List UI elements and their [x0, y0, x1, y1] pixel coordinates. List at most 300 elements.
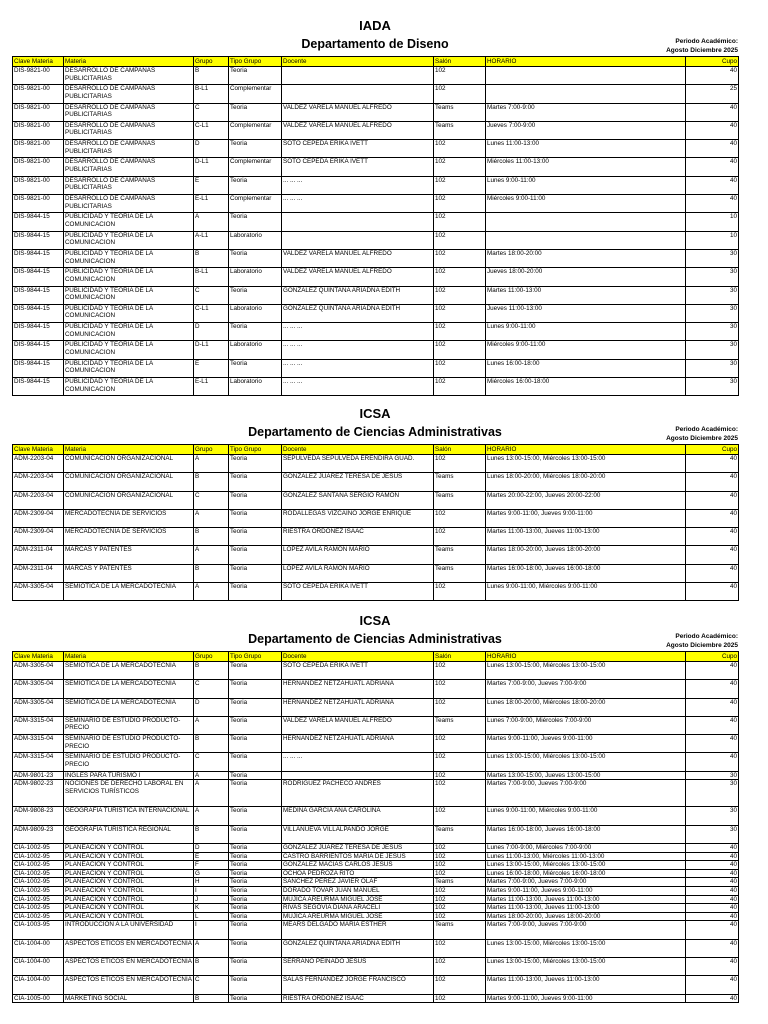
- cupo-cell: 40: [686, 852, 739, 861]
- docente-cell: LOPEZ AVILA RAMON MARIO: [282, 564, 434, 582]
- header-horario: HORARIO: [486, 57, 686, 67]
- cupo-cell: 40: [686, 473, 739, 491]
- horario-cell: Martes 7:00-9:00, Jueves 7:00-9:00: [486, 878, 686, 887]
- grupo-cell: A-L1: [194, 231, 229, 249]
- docente-cell: GONZALEZ QUINTANA ARIADNA EDITH: [282, 939, 434, 957]
- materia-cell: ASPECTOS ETICOS EN MERCADOTECNIA: [64, 957, 194, 975]
- docente-cell: HERNANDEZ NETZAHUATL ADRIANA: [282, 698, 434, 716]
- clave-cell: ADM-2309-04: [13, 528, 64, 546]
- table-row: [13, 753, 739, 771]
- salon-cell: 102: [434, 85, 486, 103]
- header-salon: Salón: [434, 652, 486, 662]
- department-title: Departamento de Ciencias Administrativas: [248, 632, 502, 646]
- tipo-cell: Teoria: [229, 921, 282, 939]
- salon-cell: 102: [434, 780, 486, 807]
- horario-cell: Lunes 7:00-9:00, Miércoles 7:00-9:00: [486, 716, 686, 734]
- materia-cell: PLANEACION Y CONTROL: [64, 852, 194, 861]
- clave-cell: ADM-3305-04: [13, 698, 64, 716]
- docente-cell: GONZALEZ SANTANA SERGIO RAMON: [282, 491, 434, 509]
- table-row: [13, 698, 739, 716]
- cupo-cell: 40: [686, 140, 739, 158]
- tipo-cell: Teoria: [229, 323, 282, 341]
- tipo-cell: Complementar: [229, 158, 282, 176]
- horario-cell: Martes 18:00-20:00: [486, 249, 686, 267]
- tipo-cell: Teoria: [229, 564, 282, 582]
- materia-cell: INGLES PARA TURISMO I: [64, 771, 194, 780]
- tipo-cell: Teoria: [229, 852, 282, 861]
- materia-cell: PUBLICIDAD Y TEORIA DE LA COMUNICACION: [64, 304, 194, 322]
- docente-cell: VALDEZ VARELA MANUEL ALFREDO: [282, 716, 434, 734]
- grupo-cell: J: [194, 895, 229, 904]
- clave-cell: DIS-9844-15: [13, 286, 64, 304]
- tipo-cell: Teoria: [229, 140, 282, 158]
- materia-cell: DESARROLLO DE CAMPAÑAS PUBLICITARIAS: [64, 195, 194, 213]
- salon-cell: 102: [434, 509, 486, 527]
- section-icsa-administrativas: [12, 406, 738, 601]
- salon-cell: 102: [434, 213, 486, 231]
- table-row: [13, 976, 739, 994]
- horario-cell: Martes 9:00-11:00, Jueves 9:00-11:00: [486, 886, 686, 895]
- tipo-cell: Laboratorio: [229, 268, 282, 286]
- tipo-cell: Teoria: [229, 825, 282, 843]
- tipo-cell: Teoria: [229, 735, 282, 753]
- cupo-cell: 40: [686, 921, 739, 939]
- table-row: [13, 939, 739, 957]
- clave-cell: DIS-9821-00: [13, 103, 64, 121]
- tipo-cell: Teoria: [229, 509, 282, 527]
- clave-cell: DIS-9821-00: [13, 85, 64, 103]
- materia-cell: PLANEACION Y CONTROL: [64, 869, 194, 878]
- table-row: [13, 528, 739, 546]
- section-header: [12, 18, 738, 56]
- tipo-cell: Teoria: [229, 286, 282, 304]
- materia-cell: PUBLICIDAD Y TEORIA DE LA COMUNICACION: [64, 231, 194, 249]
- tipo-cell: Teoria: [229, 491, 282, 509]
- clave-cell: CIA-1004-00: [13, 939, 64, 957]
- horario-cell: Lunes 13:00-15:00, Miércoles 13:00-15:00: [486, 662, 686, 680]
- cupo-cell: 40: [686, 753, 739, 771]
- horario-cell: Lunes 9:00-11:00: [486, 176, 686, 194]
- docente-cell: SOTO CEPEDA ERIKA IVETT: [282, 662, 434, 680]
- tipo-cell: Teoria: [229, 455, 282, 473]
- grupo-cell: A: [194, 546, 229, 564]
- docente-cell: HERNANDEZ NETZAHUATL ADRIANA: [282, 735, 434, 753]
- tipo-cell: Teoria: [229, 904, 282, 913]
- docente-cell: [282, 85, 434, 103]
- grupo-cell: C: [194, 976, 229, 994]
- horario-cell: Lunes 13:00-15:00, Miércoles 13:00-15:00: [486, 957, 686, 975]
- table-row: [13, 886, 739, 895]
- salon-cell: 102: [434, 698, 486, 716]
- grupo-cell: D-L1: [194, 158, 229, 176]
- clave-cell: CIA-1002-95: [13, 869, 64, 878]
- salon-cell: 102: [434, 455, 486, 473]
- table-row: [13, 286, 739, 304]
- docente-cell: VALDEZ VARELA MANUEL ALFREDO: [282, 268, 434, 286]
- horario-cell: [486, 213, 686, 231]
- materia-cell: PLANEACION Y CONTROL: [64, 878, 194, 887]
- grupo-cell: D: [194, 698, 229, 716]
- tipo-cell: Teoria: [229, 807, 282, 825]
- docente-cell: ... ... ...: [282, 195, 434, 213]
- materia-cell: PLANEACION Y CONTROL: [64, 904, 194, 913]
- salon-cell: 102: [434, 895, 486, 904]
- table-row: [13, 564, 739, 582]
- header-materia: Materia: [64, 652, 194, 662]
- salon-cell: 102: [434, 195, 486, 213]
- materia-cell: PLANEACION Y CONTROL: [64, 895, 194, 904]
- materia-cell: SEMINARIO DE ESTUDIO PRODUCTO-PRECIO: [64, 753, 194, 771]
- tipo-cell: Teoria: [229, 680, 282, 698]
- period-value: Agosto Diciembre 2025: [666, 642, 738, 649]
- materia-cell: MARKETING SOCIAL: [64, 994, 194, 1003]
- cupo-cell: 40: [686, 861, 739, 870]
- docente-cell: CASTRO BARRIENTOS MARIA DE JESUS: [282, 852, 434, 861]
- materia-cell: PUBLICIDAD Y TEORIA DE LA COMUNICACION: [64, 213, 194, 231]
- header-grupo: Grupo: [194, 652, 229, 662]
- table-row: [13, 378, 739, 396]
- docente-cell: GONZALEZ QUINTANA ARIADNA EDITH: [282, 304, 434, 322]
- header-clave: Clave Materia: [13, 57, 64, 67]
- horario-cell: Jueves 18:00-20:00: [486, 268, 686, 286]
- tipo-cell: Complementar: [229, 85, 282, 103]
- horario-cell: Jueves 7:00-9:00: [486, 121, 686, 139]
- table-row: [13, 455, 739, 473]
- tipo-cell: Teoria: [229, 753, 282, 771]
- cupo-cell: 40: [686, 546, 739, 564]
- tipo-cell: Laboratorio: [229, 341, 282, 359]
- clave-cell: CIA-1005-00: [13, 994, 64, 1003]
- tipo-cell: Teoria: [229, 546, 282, 564]
- docente-cell: [282, 231, 434, 249]
- grupo-cell: K: [194, 904, 229, 913]
- cupo-cell: 40: [686, 67, 739, 85]
- salon-cell: Teams: [434, 716, 486, 734]
- grupo-cell: I: [194, 921, 229, 939]
- clave-cell: ADM-2203-04: [13, 491, 64, 509]
- clave-cell: DIS-9821-00: [13, 140, 64, 158]
- horario-cell: [486, 67, 686, 85]
- salon-cell: 102: [434, 323, 486, 341]
- salon-cell: 102: [434, 886, 486, 895]
- grupo-cell: L: [194, 912, 229, 921]
- horario-cell: Martes 11:00-13:00, Jueves 11:00-13:00: [486, 976, 686, 994]
- docente-cell: [282, 67, 434, 85]
- docente-cell: GONZALEZ JUAREZ TERESA DE JESUS: [282, 473, 434, 491]
- table-row: [13, 491, 739, 509]
- horario-cell: Martes 13:00-15:00, Jueves 13:00-15:00: [486, 771, 686, 780]
- horario-cell: Martes 11:00-13:00, Jueves 11:00-13:00: [486, 528, 686, 546]
- materia-cell: GEOGRAFIA TURISTICA REGIONAL: [64, 825, 194, 843]
- clave-cell: DIS-9844-15: [13, 304, 64, 322]
- period-value: Agosto Diciembre 2025: [666, 47, 738, 54]
- tipo-cell: Teoria: [229, 843, 282, 852]
- salon-cell: 102: [434, 583, 486, 601]
- docente-cell: MUJICA AREURMA MIGUEL JOSE: [282, 912, 434, 921]
- grupo-cell: C: [194, 286, 229, 304]
- academic-period: [666, 632, 738, 650]
- tipo-cell: Teoria: [229, 528, 282, 546]
- clave-cell: DIS-9821-00: [13, 158, 64, 176]
- table-row: [13, 680, 739, 698]
- grupo-cell: C: [194, 753, 229, 771]
- salon-cell: 102: [434, 852, 486, 861]
- tipo-cell: Teoria: [229, 249, 282, 267]
- section-header: [12, 406, 738, 444]
- horario-cell: Martes 16:00-18:00, Jueves 16:00-18:00: [486, 825, 686, 843]
- clave-cell: ADM-3305-04: [13, 662, 64, 680]
- header-docente: Docente: [282, 57, 434, 67]
- horario-cell: Martes 11:00-13:00: [486, 286, 686, 304]
- docente-cell: RODRIGUEZ PACHECO ANDRES: [282, 780, 434, 807]
- horario-cell: Martes 18:00-20:00, Jueves 18:00-20:00: [486, 912, 686, 921]
- clave-cell: CIA-1002-95: [13, 878, 64, 887]
- table-row: [13, 231, 739, 249]
- horario-cell: Lunes 9:00-11:00: [486, 323, 686, 341]
- table-row: [13, 912, 739, 921]
- horario-cell: Martes 7:00-9:00, Jueves 7:00-9:00: [486, 680, 686, 698]
- cupo-cell: 40: [686, 103, 739, 121]
- materia-cell: ASPECTOS ETICOS EN MERCADOTECNIA: [64, 939, 194, 957]
- salon-cell: Teams: [434, 103, 486, 121]
- grupo-cell: E-L1: [194, 378, 229, 396]
- materia-cell: PLANEACION Y CONTROL: [64, 912, 194, 921]
- grupo-cell: B: [194, 473, 229, 491]
- grupo-cell: B: [194, 957, 229, 975]
- clave-cell: ADM-2203-04: [13, 473, 64, 491]
- grupo-cell: D: [194, 843, 229, 852]
- salon-cell: 102: [434, 939, 486, 957]
- cupo-cell: 10: [686, 231, 739, 249]
- cupo-cell: 30: [686, 341, 739, 359]
- horario-cell: Martes 18:00-20:00, Jueves 18:00-20:00: [486, 546, 686, 564]
- grupo-cell: C-L1: [194, 304, 229, 322]
- docente-cell: VALDEZ VARELA MANUEL ALFREDO: [282, 121, 434, 139]
- table-row: [13, 780, 739, 807]
- grupo-cell: B: [194, 67, 229, 85]
- clave-cell: CIA-1002-95: [13, 895, 64, 904]
- tipo-cell: Teoria: [229, 912, 282, 921]
- section-header: [12, 613, 738, 651]
- grupo-cell: A: [194, 939, 229, 957]
- grupo-cell: E: [194, 359, 229, 377]
- clave-cell: CIA-1003-95: [13, 921, 64, 939]
- docente-cell: ... ... ...: [282, 378, 434, 396]
- horario-cell: Martes 7:00-9:00, Jueves 7:00-9:00: [486, 780, 686, 807]
- horario-cell: Lunes 13:00-15:00, Miércoles 13:00-15:00: [486, 939, 686, 957]
- tipo-cell: Laboratorio: [229, 231, 282, 249]
- materia-cell: DESARROLLO DE CAMPAÑAS PUBLICITARIAS: [64, 103, 194, 121]
- salon-cell: 102: [434, 807, 486, 825]
- docente-cell: SOTO CEPEDA ERIKA IVETT: [282, 583, 434, 601]
- cupo-cell: 30: [686, 780, 739, 807]
- clave-cell: ADM-3315-04: [13, 753, 64, 771]
- materia-cell: SEMIOTICA DE LA MERCADOTECNIA: [64, 698, 194, 716]
- salon-cell: Teams: [434, 473, 486, 491]
- salon-cell: Teams: [434, 825, 486, 843]
- materia-cell: PUBLICIDAD Y TEORIA DE LA COMUNICACION: [64, 359, 194, 377]
- tipo-cell: Laboratorio: [229, 304, 282, 322]
- table-row: [13, 957, 739, 975]
- horario-cell: Lunes 18:00-20:00, Miércoles 18:00-20:00: [486, 473, 686, 491]
- tipo-cell: Teoria: [229, 780, 282, 807]
- materia-cell: GEOGRAFIA TURISTICA INTERNACIONAL: [64, 807, 194, 825]
- header-row: [13, 57, 739, 67]
- materia-cell: PLANEACION Y CONTROL: [64, 843, 194, 852]
- materia-cell: PUBLICIDAD Y TEORIA DE LA COMUNICACION: [64, 286, 194, 304]
- docente-cell: SEPULVEDA SEPULVEDA ERENDIRA GUAD.: [282, 455, 434, 473]
- materia-cell: MARCAS Y PATENTES: [64, 564, 194, 582]
- horario-cell: Martes 9:00-11:00, Jueves 9:00-11:00: [486, 735, 686, 753]
- tipo-cell: Teoria: [229, 583, 282, 601]
- grupo-cell: B-L1: [194, 85, 229, 103]
- clave-cell: CIA-1002-95: [13, 886, 64, 895]
- cupo-cell: 30: [686, 378, 739, 396]
- cupo-cell: 40: [686, 195, 739, 213]
- header-grupo: Grupo: [194, 57, 229, 67]
- salon-cell: 102: [434, 304, 486, 322]
- salon-cell: 102: [434, 378, 486, 396]
- table-row: [13, 249, 739, 267]
- header-salon: Salón: [434, 445, 486, 455]
- salon-cell: 102: [434, 976, 486, 994]
- salon-cell: 102: [434, 994, 486, 1003]
- table-row: [13, 904, 739, 913]
- table-row: [13, 85, 739, 103]
- table-row: [13, 158, 739, 176]
- section-iada-diseno: [12, 18, 738, 396]
- docente-cell: ... ... ...: [282, 341, 434, 359]
- clave-cell: CIA-1002-95: [13, 852, 64, 861]
- header-horario: HORARIO: [486, 652, 686, 662]
- schedule-table: [12, 651, 739, 1003]
- materia-cell: ASPECTOS ETICOS EN MERCADOTECNIA: [64, 976, 194, 994]
- table-row: [13, 662, 739, 680]
- materia-cell: COMUNICACION ORGANIZACIONAL: [64, 491, 194, 509]
- clave-cell: CIA-1002-95: [13, 861, 64, 870]
- tipo-cell: Teoria: [229, 886, 282, 895]
- tipo-cell: Teoria: [229, 213, 282, 231]
- horario-cell: Martes 11:00-13:00, Jueves 11:00-13:00: [486, 895, 686, 904]
- docente-cell: [282, 771, 434, 780]
- grupo-cell: B: [194, 735, 229, 753]
- cupo-cell: 40: [686, 528, 739, 546]
- horario-cell: Miércoles 16:00-18:00: [486, 378, 686, 396]
- salon-cell: 102: [434, 140, 486, 158]
- clave-cell: DIS-9821-00: [13, 121, 64, 139]
- salon-cell: 102: [434, 231, 486, 249]
- tipo-cell: Teoria: [229, 176, 282, 194]
- clave-cell: ADM-3305-04: [13, 680, 64, 698]
- header-row: [13, 652, 739, 662]
- salon-cell: 102: [434, 912, 486, 921]
- horario-cell: Lunes 16:00-18:00: [486, 359, 686, 377]
- materia-cell: DESARROLLO DE CAMPAÑAS PUBLICITARIAS: [64, 121, 194, 139]
- header-tipo: Tipo Grupo: [229, 57, 282, 67]
- tipo-cell: Teoria: [229, 869, 282, 878]
- cupo-cell: 40: [686, 912, 739, 921]
- table-row: [13, 921, 739, 939]
- clave-cell: CIA-1002-95: [13, 904, 64, 913]
- period-value: Agosto Diciembre 2025: [666, 435, 738, 442]
- table-row: [13, 341, 739, 359]
- grupo-cell: A: [194, 807, 229, 825]
- materia-cell: MARCAS Y PATENTES: [64, 546, 194, 564]
- tipo-cell: Teoria: [229, 67, 282, 85]
- cupo-cell: 40: [686, 869, 739, 878]
- tipo-cell: Teoria: [229, 359, 282, 377]
- docente-cell: SANCHEZ PEREZ JAVIER OLAF: [282, 878, 434, 887]
- cupo-cell: 30: [686, 249, 739, 267]
- docente-cell: LOPEZ AVILA RAMON MARIO: [282, 546, 434, 564]
- tipo-cell: Teoria: [229, 662, 282, 680]
- horario-cell: Lunes 13:00-15:00, Miércoles 13:00-15:00: [486, 753, 686, 771]
- clave-cell: CIA-1002-95: [13, 912, 64, 921]
- grupo-cell: B: [194, 564, 229, 582]
- header-cupo: Cupo: [686, 652, 739, 662]
- header-clave: Clave Materia: [13, 445, 64, 455]
- salon-cell: 102: [434, 176, 486, 194]
- materia-cell: MERCADOTECNIA DE SERVICIOS: [64, 528, 194, 546]
- schedule-table: [12, 444, 739, 601]
- header-materia: Materia: [64, 57, 194, 67]
- salon-cell: 102: [434, 268, 486, 286]
- clave-cell: ADM-2311-04: [13, 564, 64, 582]
- table-row: [13, 735, 739, 753]
- docente-cell: MEDINA GARCIA ANA CAROLINA: [282, 807, 434, 825]
- grupo-cell: C: [194, 103, 229, 121]
- salon-cell: 102: [434, 341, 486, 359]
- clave-cell: DIS-9844-15: [13, 213, 64, 231]
- period-label: Periodo Académico:: [675, 633, 738, 640]
- tipo-cell: Complementar: [229, 195, 282, 213]
- docente-cell: DORADO TOVAR JUAN MANUEL: [282, 886, 434, 895]
- cupo-cell: 40: [686, 957, 739, 975]
- cupo-cell: 30: [686, 807, 739, 825]
- cupo-cell: 30: [686, 268, 739, 286]
- salon-cell: 102: [434, 359, 486, 377]
- clave-cell: DIS-9844-15: [13, 378, 64, 396]
- salon-cell: 102: [434, 528, 486, 546]
- horario-cell: Miércoles 9:00-11:00: [486, 195, 686, 213]
- tipo-cell: Laboratorio: [229, 378, 282, 396]
- header-clave: Clave Materia: [13, 652, 64, 662]
- header-materia: Materia: [64, 445, 194, 455]
- header-cupo: Cupo: [686, 445, 739, 455]
- docente-cell: SOTO CEPEDA ERIKA IVETT: [282, 140, 434, 158]
- grupo-cell: B: [194, 249, 229, 267]
- grupo-cell: A: [194, 455, 229, 473]
- table-row: [13, 895, 739, 904]
- materia-cell: COMUNICACION ORGANIZACIONAL: [64, 455, 194, 473]
- tipo-cell: Teoria: [229, 103, 282, 121]
- materia-cell: PUBLICIDAD Y TEORIA DE LA COMUNICACION: [64, 341, 194, 359]
- clave-cell: DIS-9844-15: [13, 359, 64, 377]
- materia-cell: DESARROLLO DE CAMPAÑAS PUBLICITARIAS: [64, 140, 194, 158]
- table-row: [13, 140, 739, 158]
- docente-cell: SALAS FERNANDEZ JORGE FRANCISCO: [282, 976, 434, 994]
- cupo-cell: 40: [686, 994, 739, 1003]
- table-row: [13, 583, 739, 601]
- docente-cell: GONZALEZ JUAREZ TERESA DE JESUS: [282, 843, 434, 852]
- grupo-cell: A: [194, 716, 229, 734]
- horario-cell: Miércoles 9:00-11:00: [486, 341, 686, 359]
- horario-cell: Lunes 9:00-11:00, Miércoles 9:00-11:00: [486, 583, 686, 601]
- header-tipo: Tipo Grupo: [229, 652, 282, 662]
- cupo-cell: 30: [686, 286, 739, 304]
- cupo-cell: 40: [686, 680, 739, 698]
- salon-cell: 102: [434, 957, 486, 975]
